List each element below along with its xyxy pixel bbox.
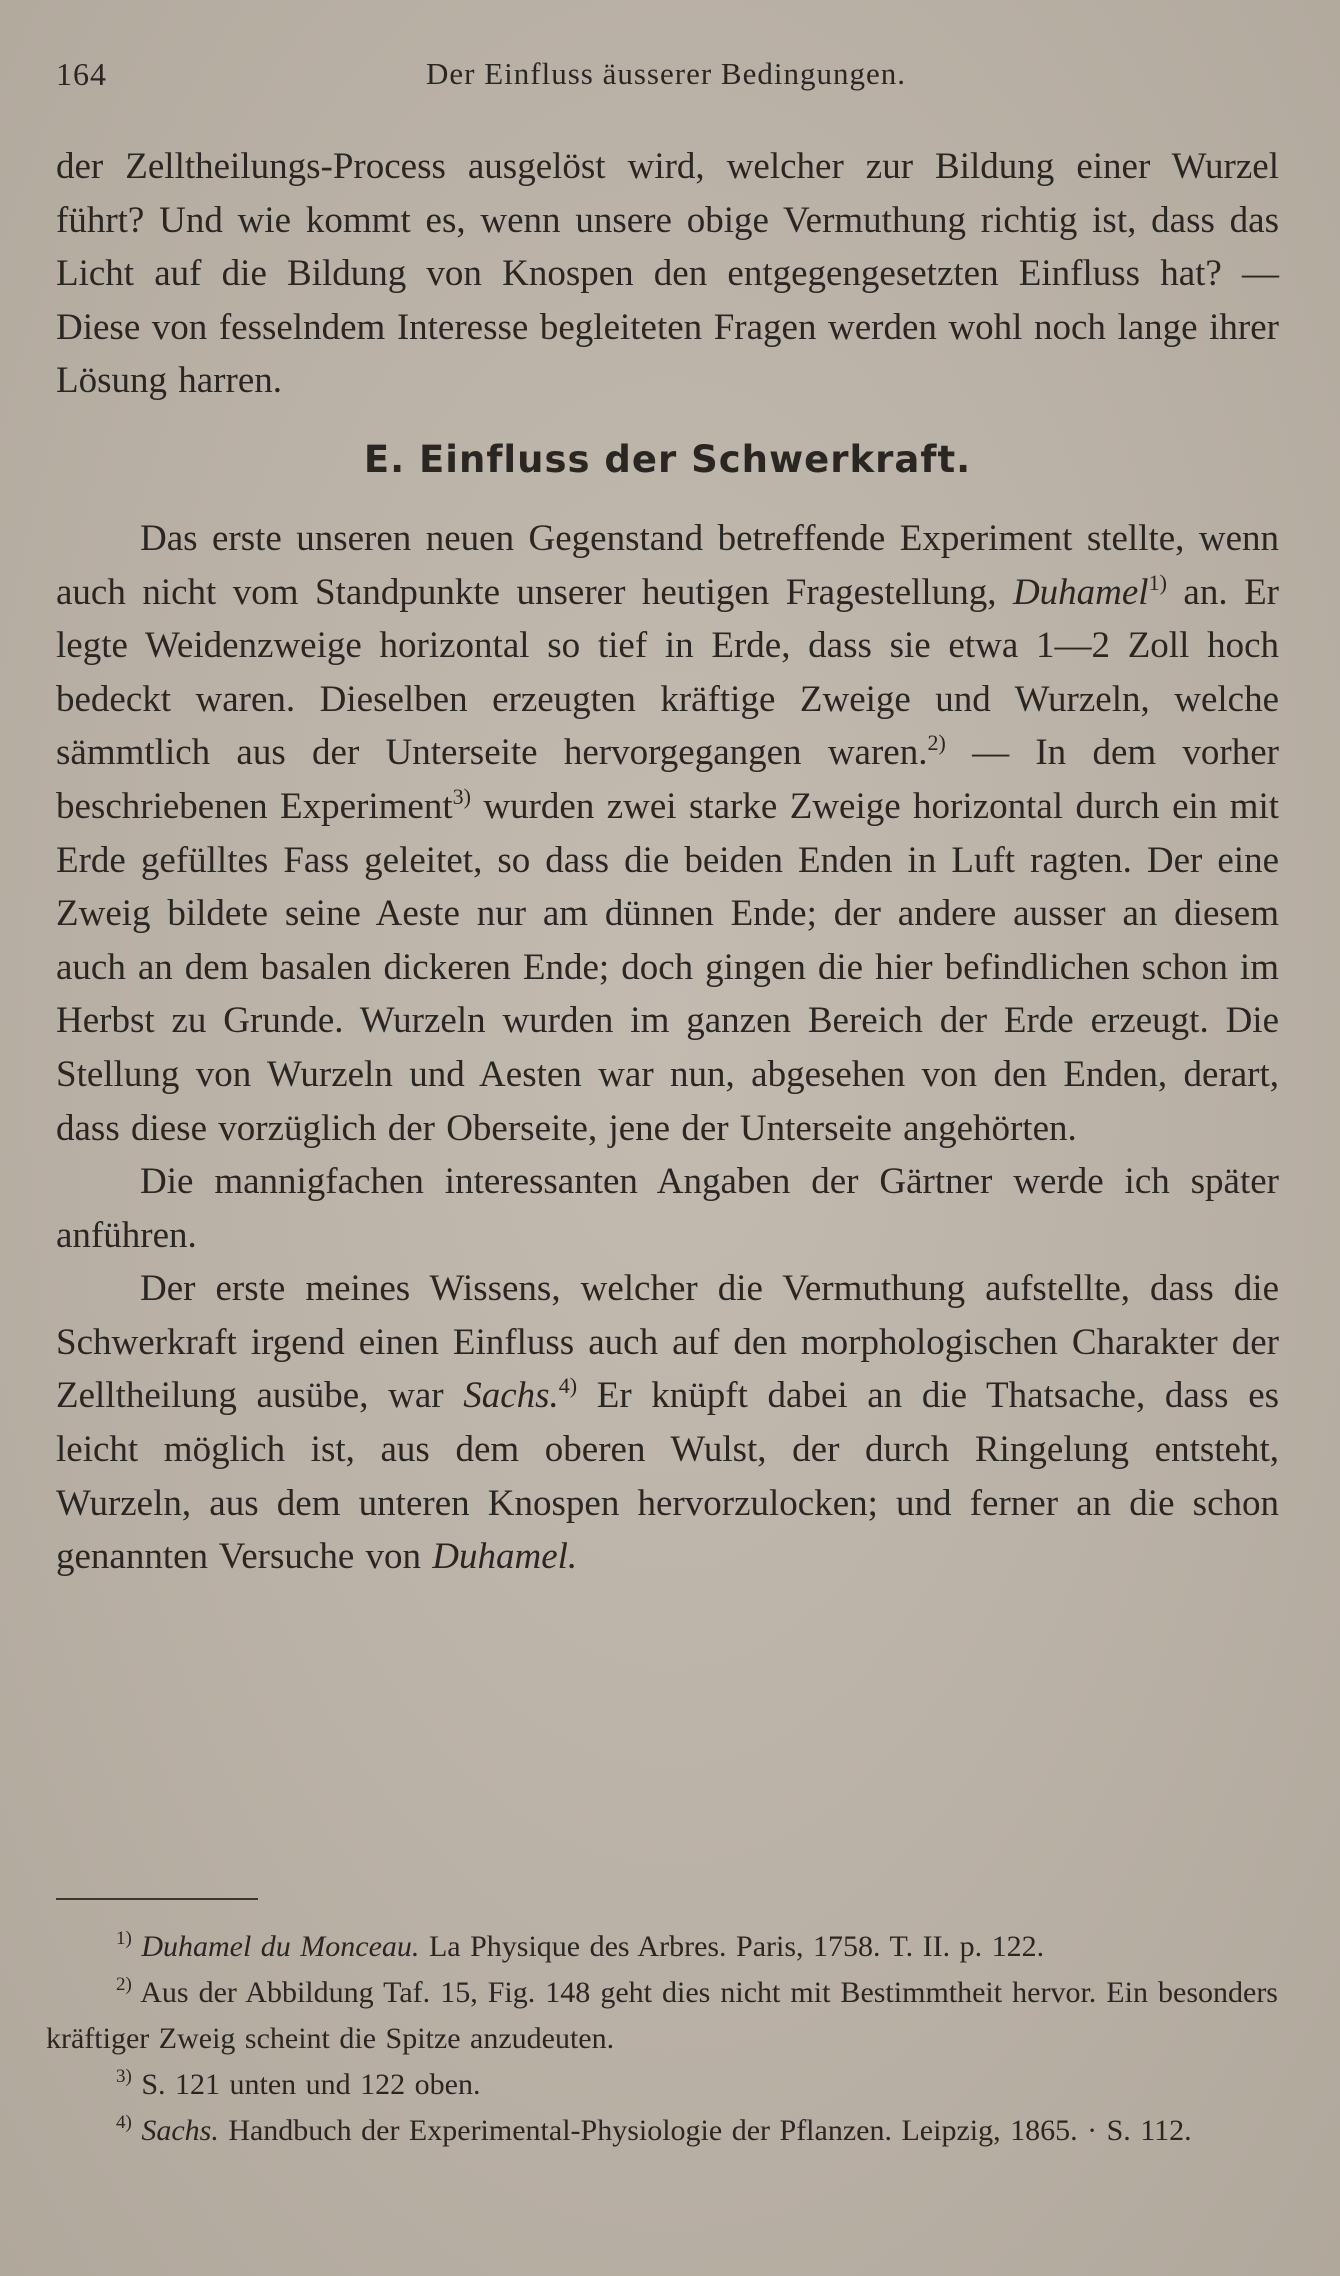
footnote-4 — [46, 2108, 1278, 2154]
paragraph-continued — [56, 140, 1279, 408]
footnote-mark: 4) — [116, 2112, 132, 2133]
footnote-ref: 4) — [558, 1373, 578, 1399]
author-name: Duhamel du Monceau. — [141, 1930, 420, 1963]
section-heading — [56, 425, 1279, 495]
footnote-ref: 3) — [452, 783, 471, 809]
author-name: Sachs. — [463, 1375, 559, 1417]
footnote-text: La Physique des Arbres. Paris, 1758. T. II. p. 122. — [428, 1930, 1045, 1963]
paragraph-text: — In dem vorher beschriebenen Experiment — [56, 732, 1279, 827]
footnote-1 — [46, 1924, 1278, 1970]
paragraph-text: Der erste meines Wissens, welcher die Vermuthung aufstellte, dass die Schwerkraft irgend einen Einfluss auch auf den morphologischen Charakter der Zelltheilung ausübe, war — [56, 1268, 1279, 1417]
running-title: Der Einfluss äusserer Bedingungen. — [426, 56, 906, 91]
main-text — [56, 140, 1279, 1584]
footnote-2 — [46, 1970, 1278, 2062]
footnote-3 — [46, 2062, 1278, 2108]
paragraph-gardeners — [56, 1155, 1279, 1262]
page-header — [56, 56, 1276, 106]
footnote-ref: 2) — [927, 730, 946, 756]
paragraph-text: wurden zwei starke Zweige horizontal durch ein mit Erde gefülltes Fass geleitet, so dass die beiden Enden in Luft ragten. Der eine Zweig bildete seine Aeste nur am dünnen Ende; der andere ausser an diesem auch an dem basalen dickeren Ende; doch gingen die hier befindlichen schon im Herbst zu Grunde. Wurzeln wurden im ganzen Bereich der Erde erzeugt. Die Stellung von Wurzeln und Aesten war nun, abgesehen von den Enden, derart, dass diese vorzüglich der Oberseite, jene der Unterseite angehörten. — [56, 785, 1280, 1149]
section-heading-text: E. Einfluss der Schwerkraft. — [363, 437, 972, 481]
footnote-text: Handbuch der Experimental-Physiologie der Pflanzen. Leipzig, 1865. · S. 112. — [228, 2114, 1192, 2147]
paragraph-text: Die mannigfachen interessanten Angaben der Gärtner werde ich später anführen. — [56, 1161, 1279, 1256]
footnotes — [46, 1924, 1278, 2154]
footnote-text: Aus der Abbildung Taf. 15, Fig. 148 geht dies nicht mit Bestimmtheit hervor. Ein besonders kräftiger Zweig scheint die Spitze anzudeuten. — [46, 1976, 1278, 2055]
paragraph-experiment — [56, 512, 1279, 1155]
footnote-mark: 3) — [116, 2066, 132, 2087]
author-name: Duhamel. — [432, 1536, 578, 1578]
footnote-separator — [56, 1898, 258, 1900]
footnote-text: S. 121 unten und 122 oben. — [141, 2068, 481, 2101]
paragraph-text: der Zelltheilungs-Process ausgelöst wird, welcher zur Bildung einer Wurzel führt? Und wie kommt es, wenn unsere obige Vermuthung richtig ist, dass das Licht auf die Bildung von Knospen den entgegengesetzten Einfluss hat? — Diese von fesselndem Interesse begleiteten Fragen werden wohl noch lange ihrer Lösung harren. — [56, 146, 1279, 402]
footnote-ref: 1) — [1148, 569, 1167, 595]
page-number: 164 — [56, 56, 107, 92]
author-name: Duhamel — [1012, 571, 1149, 613]
paragraph-text: an. Er legte Weidenzweige horizontal so tief in Erde, dass sie etwa 1—2 Zoll hoch bedeckt waren. Dieselben erzeugten kräftige Zweige und Wurzeln, welche sämmtlich aus der Unterseite hervorgegangen waren. — [56, 571, 1279, 774]
footnote-mark: 2) — [116, 1974, 132, 1995]
paragraph-text: Er knüpft dabei an die Thatsache, dass es leicht möglich ist, aus dem oberen Wulst, der durch Ringelung entsteht, Wurzeln, aus dem unteren Knospen hervorzulocken; und ferner an die schon genannten Versuche von — [56, 1375, 1280, 1578]
paragraph-sachs — [56, 1262, 1279, 1584]
author-name: Sachs. — [141, 2114, 219, 2147]
footnote-mark: 1) — [116, 1928, 132, 1949]
paragraph-text: Das erste unseren neuen Gegenstand betreffende Experiment stellte, wenn auch nicht vom Standpunkte unserer heutigen Fragestellung, — [56, 517, 1279, 613]
